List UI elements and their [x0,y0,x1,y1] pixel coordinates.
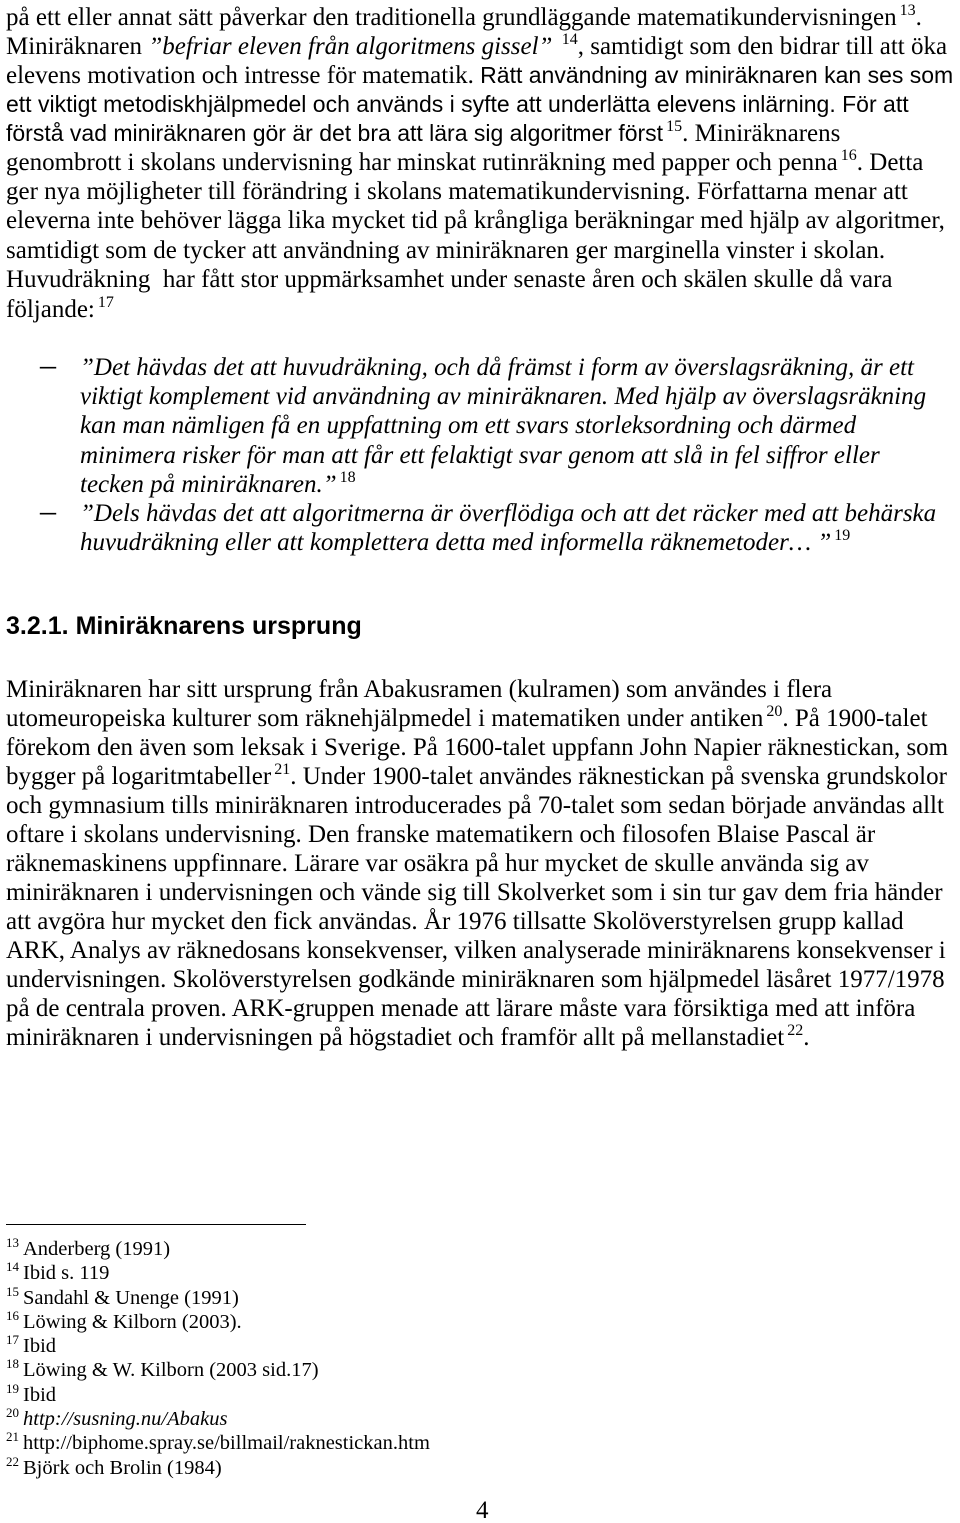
text-line [6,878,943,907]
text-run: , samtidigt som den bidrar till att öka [577,33,948,60]
text-run: undervisningen. Skolöverstyrelsen godkände miniräknaren som hjälpmedel läsåret 1977/1978 [6,966,945,993]
section-heading [6,612,362,641]
text-line [80,528,850,557]
text-run-sans: förstå vad miniräknaren gör är det bra att lära sig algoritmer först [6,120,664,146]
footnote [6,1431,430,1455]
list-bullet-dash: – [40,346,56,382]
text-run: bygger på logaritmtabeller [6,763,272,790]
footnote-reference: 17 [97,294,114,311]
text-run-sans: Rätt användning av miniräknaren kan ses som [480,62,954,88]
footnote-number: 15 [6,1284,19,1299]
page-number: 4 [476,1497,489,1523]
text-run: oftare i skolans undervisning. Den franske matematikern och filosofen Blaise Pascal är [6,821,876,848]
footnote-reference: 20 [766,703,783,720]
footnote-number: 19 [6,1381,19,1396]
text-run: samtidigt som de tycker att användning av miniräknaren ger marginella vinster i skolan. [6,237,886,264]
footnote-number: 21 [6,1429,19,1444]
text-line [6,119,840,148]
text-line [80,470,356,499]
text-line [6,90,909,119]
text-run: eleverna inte behöver lägga lika mycket tid på krångliga beräkningar med hjälp av algoritmer, [6,207,945,234]
section-number: 3.2.1. [6,612,69,640]
quoted-text-run: ”befriar eleven från algoritmens gissel” [148,33,559,60]
footnote-text: Ibid [23,1335,57,1357]
footnote-text: Löwing & W. Kilborn (2003 sid.17) [23,1359,319,1381]
footnote-reference: 19 [834,527,851,544]
text-run: på de centrala proven. ARK-gruppen menade att lärare måste vara försiktiga med att införa [6,995,916,1022]
text-line [6,704,928,733]
text-line [6,936,946,965]
text-run: Miniräknaren har sitt ursprung från Abakusramen (kulramen) som användes i flera [6,676,833,703]
text-run: minimera risker för man att får ett felaktigt svar genom att slå in fel siffror eller [80,442,880,469]
footnote-number: 20 [6,1405,19,1420]
text-run: . Detta [856,149,924,176]
text-line [80,411,856,440]
footnote-reference: 21 [274,761,291,778]
footnote-reference: 15 [666,118,683,135]
section-title: Miniräknarens ursprung [75,612,362,640]
footnote [6,1407,227,1431]
footnote-number: 17 [6,1332,19,1347]
footnote-text: Björk och Brolin (1984) [23,1457,222,1479]
footnote-text: http://biphome.spray.se/billmail/raknestickan.htm [23,1432,430,1454]
text-run: . På 1900-talet [782,705,928,732]
text-run: miniräknaren i undervisningen på högstadiet och framför allt på mellanstadiet [6,1024,785,1051]
footnote-reference: 14 [561,31,578,48]
footnote-reference: 13 [899,2,916,19]
footnote-number: 22 [6,1454,19,1469]
text-line [6,733,948,762]
footnote [6,1383,56,1407]
text-run: ARK, Analys av räknedosans konsekvenser, vilken analyserade miniräknarens konsekvenser i [6,937,946,964]
text-line [80,382,926,411]
footnote-number: 16 [6,1308,19,1323]
footnote [6,1358,319,1382]
text-line [6,236,885,265]
footnote-number: 14 [6,1259,19,1274]
text-line [6,849,869,878]
footnote-reference: 18 [339,469,356,486]
footnote-text: http://susning.nu/Abakus [23,1408,228,1430]
footnote-text: Ibid s. 119 [23,1262,110,1284]
text-line [6,820,875,849]
footnote-reference: 22 [787,1022,804,1039]
text-line [6,148,923,177]
text-line [6,965,945,994]
text-run: räknemaskinens uppfinnare. Lärare var osäkra på hur mycket de skulle använda sig av [6,850,869,877]
text-line [6,1023,809,1052]
text-line [80,499,936,528]
text-line [6,907,904,936]
text-run: att avgöra hur mycket den fick användas. År 1976 tillsatte Skolöverstyrelsen grupp kallad [6,908,904,935]
text-run: på ett eller annat sätt påverkar den traditionella grundläggande matematikundervisningen [6,4,897,31]
text-run: . [803,1024,810,1051]
text-run: . [915,4,922,31]
text-line [6,675,832,704]
footnote-reference: 16 [840,147,857,164]
text-run: . Under 1900-talet användes räknestickan på svenska grundskolor [290,763,947,790]
text-run: miniräknaren i undervisningen och vände sig till Skolverket som i sin tur gav dem fria händer [6,879,943,906]
text-line [6,265,893,294]
text-run: ”Det hävdas det att huvudräkning, och då främst i form av överslagsräkning, är ett [80,354,914,381]
text-run: Huvudräkning har fått stor uppmärksamhet under senaste åren och skälen skulle då vara [6,266,893,293]
footnote-number: 13 [6,1235,19,1250]
text-line [6,61,953,90]
text-run: ”Dels hävdas det att algoritmerna är överflödiga och att det räcker med att behärska [80,500,937,527]
text-run: följande: [6,296,95,323]
text-run: genombrott i skolans undervisning har minskat rutinräkning med papper och penna [6,149,838,176]
text-line [6,295,114,324]
text-run: kan man nämligen få en uppfattning om ett svars storleksordning och därmed [80,412,857,439]
text-run: huvudräkning eller att komplettera detta med informella räknemetoder… ” [80,529,832,556]
text-run-sans: ett viktigt metodiskhjälpmedel och används i syfte att underlätta elevens inlärning. För att [6,91,909,117]
text-line [6,791,944,820]
text-line [6,994,915,1023]
text-line [6,762,947,791]
text-run: Miniräknaren [6,33,149,60]
footnote-separator-rule [6,1224,306,1225]
footnote [6,1334,56,1358]
text-line [80,353,914,382]
footnote [6,1310,242,1334]
text-run: viktigt komplement vid användning av miniräknaren. Med hjälp av överslagsräkning [80,383,927,410]
text-line [6,32,947,61]
footnote [6,1237,170,1261]
text-run: och gymnasium tills miniräknaren introducerades på 70-talet som sedan började användas allt [6,792,944,819]
text-line [6,177,908,206]
text-run: elevens motivation och intresse för matematik. [6,62,481,89]
footnote [6,1456,222,1480]
text-line [80,441,880,470]
text-run: utomeuropeiska kulturer som räknehjälpmedel i matematiken under antiken [6,705,764,732]
text-line [6,3,922,32]
list-bullet-dash: – [40,492,56,528]
footnote-text: Anderberg (1991) [23,1238,171,1260]
footnote [6,1286,239,1310]
footnote-text: Löwing & Kilborn (2003). [23,1311,242,1333]
text-line [6,206,945,235]
footnote-number: 18 [6,1356,19,1371]
text-run: ger nya möjligheter till förändring i skolans matematikundervisning. Författarna menar att [6,178,908,205]
footnote-text: Sandahl & Unenge (1991) [23,1287,239,1309]
footnote [6,1261,109,1285]
text-run: . Miniräknarens [682,120,841,147]
text-run: tecken på miniräknaren.” [80,471,337,498]
text-run: förekom den även som leksak i Sverige. På 1600-talet uppfann John Napier räknestickan, som [6,734,949,761]
footnote-text: Ibid [23,1384,57,1406]
